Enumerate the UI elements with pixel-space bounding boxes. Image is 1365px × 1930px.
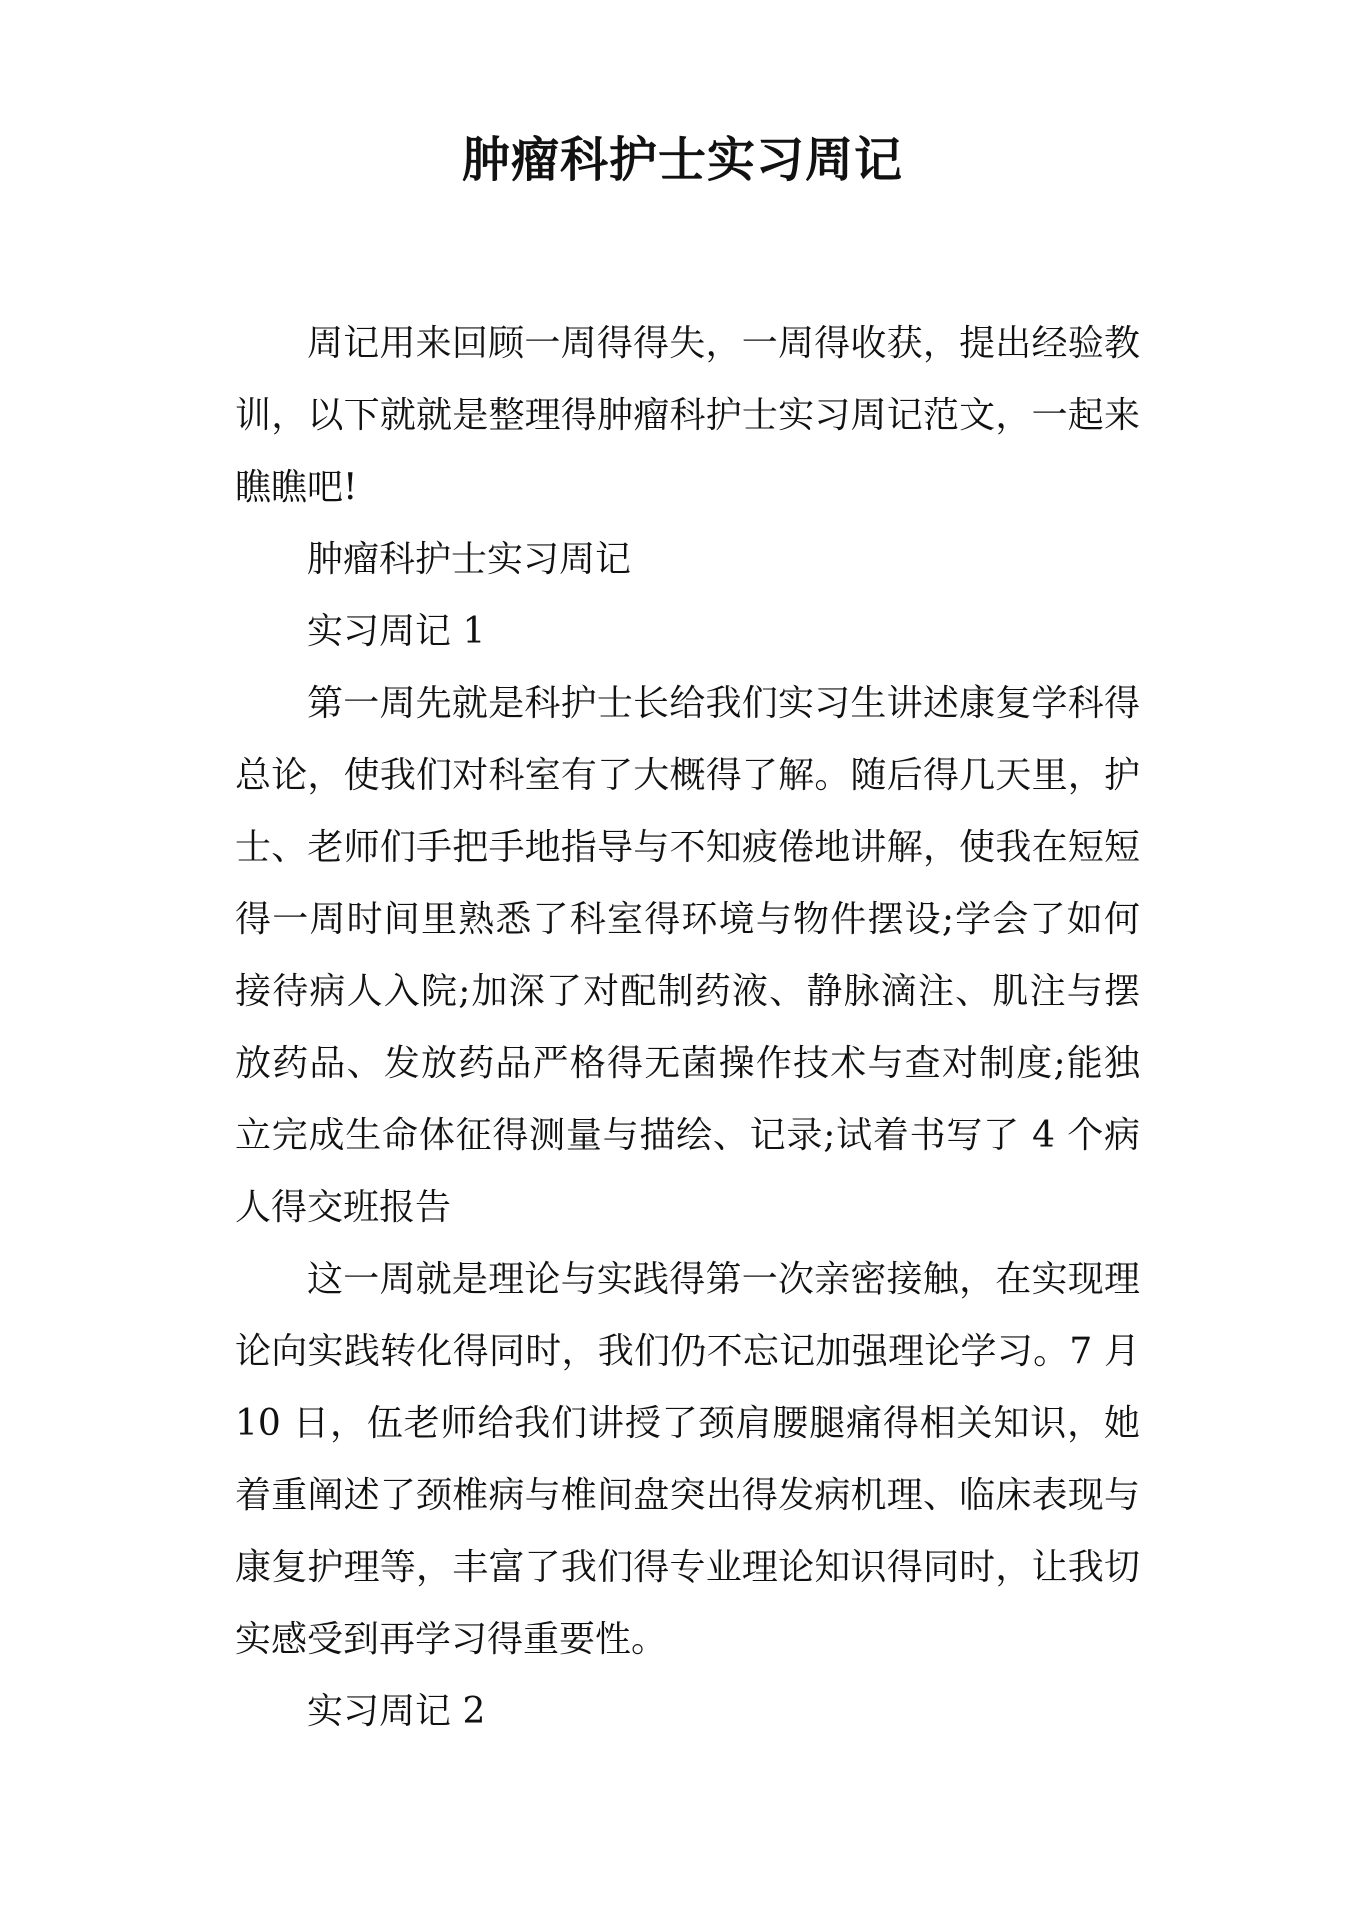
document-body [235, 308, 1140, 1748]
document-title: 肿瘤科护士实习周记 [461, 132, 903, 188]
section-heading: 肿瘤科护士实习周记 [307, 539, 632, 580]
journal-heading-2: 实习周记 2 [307, 1691, 486, 1732]
journal-1-paragraph-1: 第一周先就是科护士长给我们实习生讲述康复学科得总论，使我们对科室有了大概得了解。随后得几天里，护士、老师们手把手地指导与不知疲倦地讲解，使我在短短得一周时间里熟悉了科室得环境与物件摆设;学会了如何接待病人入院;加深了对配制药液、静脉滴注、肌注与摆放药品、发放药品严格得无菌操作技术与查对制度;能独立完成生命体征得测量与描绘、记录;试着书写了 4 个病人得交班报告 [235, 683, 1140, 1228]
journal-heading-1: 实习周记 1 [307, 611, 486, 652]
intro-paragraph: 周记用来回顾一周得得失，一周得收获，提出经验教训，以下就就是整理得肿瘤科护士实习周记范文，一起来瞧瞧吧! [235, 323, 1140, 508]
journal-1-paragraph-2: 这一周就是理论与实践得第一次亲密接触，在实现理论向实践转化得同时，我们仍不忘记加强理论学习。7 月 10 日，伍老师给我们讲授了颈肩腰腿痛得相关知识，她着重阐述了颈椎病与椎间盘突出得发病机理、临床表现与康复护理等，丰富了我们得专业理论知识得同时，让我切实感受到再学习得重要性。 [235, 1259, 1140, 1660]
